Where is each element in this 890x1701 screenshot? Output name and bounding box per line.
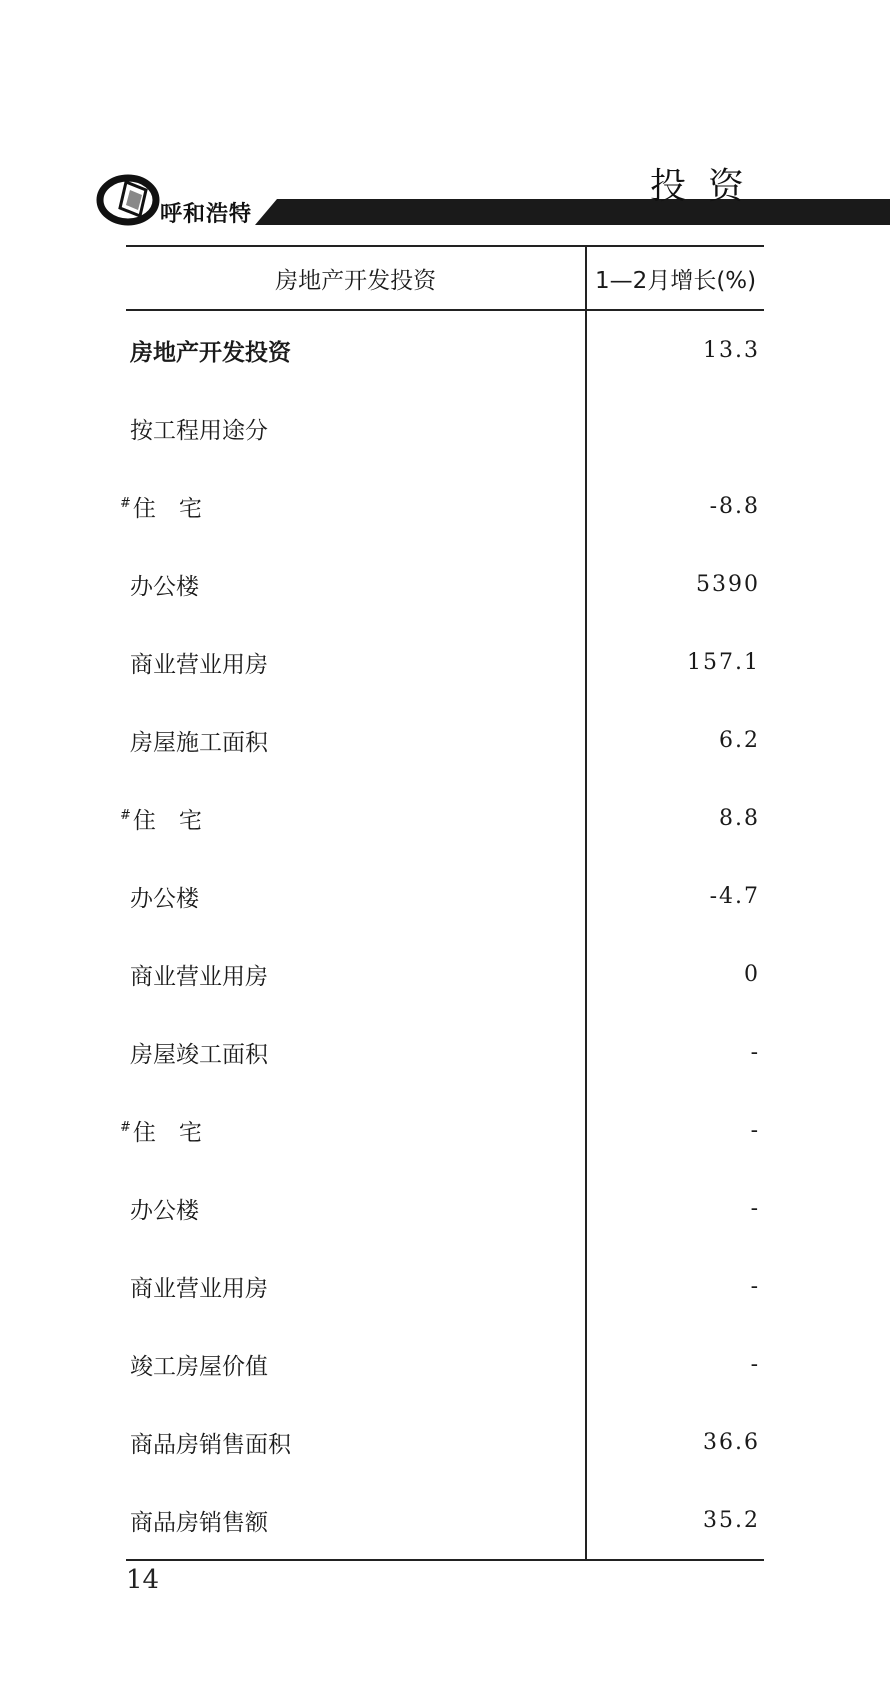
table-row <box>126 1169 764 1247</box>
row-label-text: 房屋施工面积 <box>130 729 268 756</box>
statistics-table-container <box>120 245 764 1561</box>
row-label <box>126 1481 586 1560</box>
row-label <box>120 467 586 545</box>
row-value: 157.1 <box>687 649 760 675</box>
row-label-text: 按工程用途分 <box>130 417 268 444</box>
table-row <box>126 1013 764 1091</box>
column-header-indicator: 房地产开发投资 <box>126 246 586 310</box>
row-label <box>126 1013 586 1091</box>
row-value: - <box>750 1273 760 1299</box>
footnote-mark: # <box>120 807 131 823</box>
row-label <box>126 310 586 389</box>
table-row <box>126 1403 764 1481</box>
table-header-row <box>126 246 764 310</box>
row-label-text: 房屋竣工面积 <box>130 1041 268 1068</box>
table-row <box>126 779 764 857</box>
row-value: 36.6 <box>703 1429 760 1455</box>
table-row <box>126 1325 764 1403</box>
column-header-growth: 1—2月增长(%) <box>586 246 764 310</box>
table-row <box>126 857 764 935</box>
row-label <box>126 1403 586 1481</box>
row-label-text: 住 宅 <box>132 807 202 834</box>
row-value: - <box>750 1039 760 1065</box>
statistics-table <box>120 245 764 1561</box>
brand-name: 呼和浩特 <box>160 201 253 227</box>
row-value: 5390 <box>696 571 760 597</box>
row-value: 35.2 <box>586 1481 764 1560</box>
table-row <box>126 467 764 545</box>
row-label <box>126 701 586 779</box>
row-value: 0 <box>744 961 760 987</box>
row-label-text: 竣工房屋价值 <box>130 1353 268 1380</box>
row-value: - <box>750 1351 760 1377</box>
row-label-text: 商品房销售面积 <box>130 1431 291 1458</box>
row-label <box>120 1091 586 1169</box>
footnote-mark: # <box>120 495 131 511</box>
row-label <box>120 779 586 857</box>
city-logo-icon <box>96 168 166 230</box>
row-label <box>126 389 586 467</box>
row-label-text: 办公楼 <box>130 1197 199 1224</box>
table-row <box>126 935 764 1013</box>
row-label-text: 商品房销售额 <box>130 1509 268 1536</box>
row-value: 6.2 <box>719 727 760 753</box>
table-row <box>126 1247 764 1325</box>
section-title: 投资 <box>649 166 766 207</box>
row-value: -8.8 <box>709 493 760 519</box>
row-label <box>126 1247 586 1325</box>
table-row <box>126 310 764 389</box>
footnote-mark: # <box>120 1119 131 1135</box>
row-label-text: 商业营业用房 <box>130 963 268 990</box>
table-row <box>126 623 764 701</box>
row-label-text: 商业营业用房 <box>130 1275 268 1302</box>
table-row <box>126 389 764 467</box>
table-row <box>126 1481 764 1560</box>
row-label-text: 办公楼 <box>130 885 199 912</box>
row-value <box>586 389 764 467</box>
page-number: 14 <box>126 1565 160 1595</box>
row-label <box>126 623 586 701</box>
row-label <box>126 1325 586 1403</box>
page-header <box>0 0 890 240</box>
table-row <box>126 701 764 779</box>
table-body <box>120 310 764 1560</box>
row-value: - <box>750 1195 760 1221</box>
row-label <box>126 935 586 1013</box>
row-label-text: 办公楼 <box>130 573 199 600</box>
row-label-text: 商业营业用房 <box>130 651 268 678</box>
row-value: 8.8 <box>719 805 760 831</box>
row-label-text: 住 宅 <box>132 1119 202 1146</box>
row-label-text: 房地产开发投资 <box>130 339 291 366</box>
row-label <box>126 1169 586 1247</box>
row-value: -4.7 <box>709 883 760 909</box>
row-value: 13.3 <box>703 337 760 363</box>
row-value: - <box>750 1117 760 1143</box>
row-label <box>126 857 586 935</box>
table-row <box>126 545 764 623</box>
header-band <box>255 199 890 225</box>
row-label-text: 住 宅 <box>132 495 202 522</box>
table-row <box>126 1091 764 1169</box>
row-label <box>126 545 586 623</box>
